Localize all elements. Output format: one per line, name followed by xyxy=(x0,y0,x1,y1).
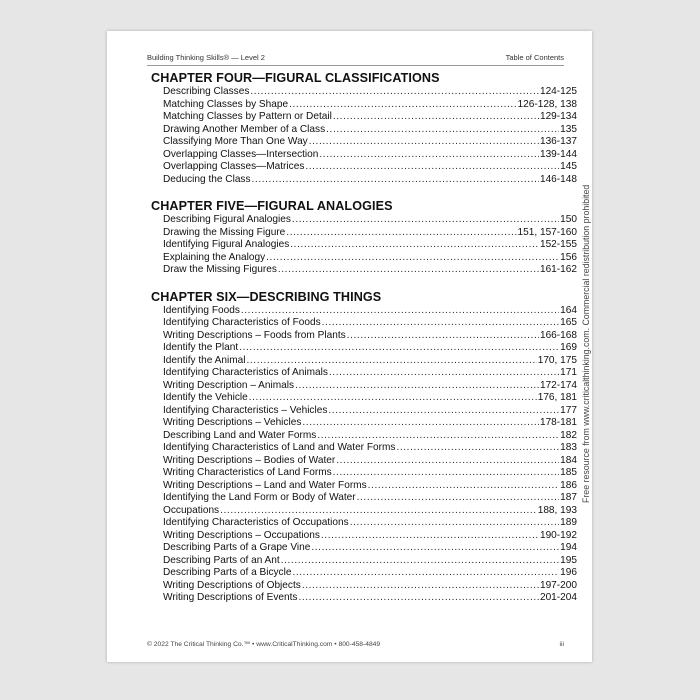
dot-leader xyxy=(328,405,559,418)
dot-leader xyxy=(326,124,559,137)
chapter-entry-list xyxy=(151,86,577,186)
dot-leader xyxy=(336,455,559,468)
toc-entry-pages: 177 xyxy=(560,404,577,416)
toc-entry xyxy=(163,455,577,468)
toc-entry xyxy=(163,355,577,368)
toc-entry-pages: 189 xyxy=(560,517,577,528)
toc-entry xyxy=(163,367,577,380)
chapter-section xyxy=(151,71,577,186)
dot-leader xyxy=(309,136,539,149)
toc-entry-pages: 201-204 xyxy=(539,592,577,603)
dot-leader xyxy=(281,555,559,568)
side-watermark-text: Free resource from www.criticalthinking.com. Commercial redistribution prohibited xyxy=(581,184,591,503)
toc-entry xyxy=(163,380,577,393)
toc-entry xyxy=(163,392,577,405)
toc-entry xyxy=(163,342,577,355)
toc-entry-pages: 183 xyxy=(560,442,577,453)
toc-entry-title: Identifying the Land Form or Body of Water xyxy=(163,492,356,503)
chapter-title: CHAPTER SIX—DESCRIBING THINGS xyxy=(151,289,382,304)
toc-entry xyxy=(163,430,577,443)
chapter-entry-list xyxy=(151,305,577,605)
toc-entry xyxy=(163,442,577,455)
toc-entry-title: Writing Descriptions – Occupations xyxy=(163,529,320,541)
dot-leader xyxy=(278,264,539,277)
toc-entry-pages: 171 xyxy=(560,367,577,378)
toc-entry-title: Describing Parts of an Ant xyxy=(163,554,280,566)
toc-entry-pages: 176, 181 xyxy=(537,392,577,403)
toc-entry xyxy=(163,161,577,174)
toc-entry xyxy=(163,567,577,580)
dot-leader xyxy=(290,239,539,252)
dot-leader xyxy=(252,174,539,187)
dot-leader xyxy=(347,330,539,343)
toc-entry-pages: 146-148 xyxy=(539,173,577,185)
toc-entry xyxy=(163,330,577,343)
toc-entry xyxy=(163,492,577,505)
page-number: iii xyxy=(559,641,564,648)
toc-entry-title: Identifying Figural Analogies xyxy=(163,239,290,250)
toc-entry-title: Occupations xyxy=(163,504,220,516)
toc-entry-title: Classifying More Than One Way xyxy=(163,136,308,147)
toc-entry-pages: 161-162 xyxy=(539,264,577,275)
toc-entry-pages: 145 xyxy=(560,161,577,172)
toc-entry-pages: 195 xyxy=(560,554,577,566)
toc-entry-pages: 164 xyxy=(560,304,577,316)
dot-leader xyxy=(239,342,559,355)
toc-entry-pages: 129-134 xyxy=(539,111,577,122)
dot-leader xyxy=(396,442,559,455)
table-of-contents xyxy=(151,71,577,618)
toc-entry xyxy=(163,542,577,555)
toc-entry xyxy=(163,517,577,530)
toc-entry-title: Identifying Characteristics of Land and Water Forms xyxy=(163,442,396,453)
dot-leader xyxy=(302,417,539,430)
toc-entry-pages: 135 xyxy=(560,123,577,135)
toc-entry-title: Explaining the Analogy xyxy=(163,251,266,263)
chapter-section xyxy=(151,290,577,605)
toc-entry-pages: 190-192 xyxy=(539,529,577,541)
toc-entry-title: Identify the Animal xyxy=(163,354,246,366)
toc-entry-title: Writing Descriptions – Land and Water Forms xyxy=(163,479,367,491)
dot-leader xyxy=(368,480,560,493)
toc-entry xyxy=(163,592,577,605)
toc-entry-title: Identifying Characteristics – Vehicles xyxy=(163,404,328,416)
toc-entry-title: Writing Descriptions – Foods from Plants xyxy=(163,329,346,341)
toc-entry xyxy=(163,317,577,330)
toc-entry-pages: 178-181 xyxy=(539,417,577,428)
chapter-title: CHAPTER FOUR—FIGURAL CLASSIFICATIONS xyxy=(151,71,440,85)
chapter-entry-list xyxy=(151,214,577,277)
toc-entry xyxy=(163,530,577,543)
toc-entry-title: Overlapping Classes—Matrices xyxy=(163,161,305,172)
toc-entry xyxy=(163,124,577,137)
toc-entry-pages: 139-144 xyxy=(539,148,577,160)
toc-entry-pages: 126-128, 138 xyxy=(517,98,577,110)
toc-entry-title: Identify the Plant xyxy=(163,342,239,353)
toc-entry-title: Writing Descriptions – Bodies of Water xyxy=(163,454,336,466)
toc-entry xyxy=(163,136,577,149)
toc-entry-title: Writing Characteristics of Land Forms xyxy=(163,467,332,478)
toc-entry-pages: 186 xyxy=(560,479,577,491)
toc-entry-pages: 185 xyxy=(560,467,577,478)
toc-entry-title: Writing Descriptions of Events xyxy=(163,592,298,603)
toc-entry xyxy=(163,214,577,227)
chapter-title: CHAPTER FIVE—FIGURAL ANALOGIES xyxy=(151,199,393,213)
toc-entry-pages: 196 xyxy=(560,567,577,578)
dot-leader xyxy=(292,567,559,580)
dot-leader xyxy=(249,392,537,405)
toc-entry-pages: 184 xyxy=(560,454,577,466)
header-divider xyxy=(147,65,564,66)
toc-entry-title: Overlapping Classes—Intersection xyxy=(163,148,319,160)
dot-leader xyxy=(317,430,559,443)
toc-entry xyxy=(163,149,577,162)
toc-entry xyxy=(163,480,577,493)
toc-entry-title: Identifying Characteristics of Occupations xyxy=(163,517,349,528)
toc-entry-title: Deducing the Class xyxy=(163,173,251,185)
toc-entry xyxy=(163,174,577,187)
dot-leader xyxy=(321,530,539,543)
toc-entry-pages: 187 xyxy=(560,492,577,503)
toc-entry xyxy=(163,467,577,480)
dot-leader xyxy=(333,111,539,124)
dot-leader xyxy=(220,505,537,518)
toc-entry xyxy=(163,227,577,240)
toc-entry-pages: 197-200 xyxy=(539,579,577,591)
toc-entry-title: Identifying Characteristics of Animals xyxy=(163,367,328,378)
dot-leader xyxy=(333,467,560,480)
dot-leader xyxy=(319,149,539,162)
toc-entry xyxy=(163,505,577,518)
toc-entry xyxy=(163,239,577,252)
toc-entry-title: Matching Classes by Pattern or Detail xyxy=(163,111,332,122)
toc-entry-title: Drawing the Missing Figure xyxy=(163,226,286,238)
toc-entry-pages: 188, 193 xyxy=(537,504,577,516)
toc-entry-pages: 182 xyxy=(560,429,577,441)
dot-leader xyxy=(246,355,536,368)
toc-entry-title: Describing Parts of a Bicycle xyxy=(163,567,292,578)
toc-entry-title: Identify the Vehicle xyxy=(163,392,248,403)
toc-entry-pages: 166-168 xyxy=(539,329,577,341)
dot-leader xyxy=(302,580,539,593)
toc-entry xyxy=(163,405,577,418)
toc-entry-pages: 156 xyxy=(560,251,577,263)
toc-entry-title: Drawing Another Member of a Class xyxy=(163,123,326,135)
toc-entry-title: Describing Classes xyxy=(163,86,250,97)
toc-entry-pages: 152-155 xyxy=(539,239,577,250)
toc-entry-title: Describing Parts of a Grape Vine xyxy=(163,542,311,553)
footer-copyright: © 2022 The Critical Thinking Co.™ • www.CriticalThinking.com • 800-458-4849 xyxy=(147,641,381,648)
dot-leader xyxy=(286,227,516,240)
dot-leader xyxy=(292,214,559,227)
toc-entry xyxy=(163,252,577,265)
dot-leader xyxy=(329,367,559,380)
toc-entry-pages: 165 xyxy=(560,317,577,328)
document-page xyxy=(107,31,592,662)
toc-entry xyxy=(163,580,577,593)
toc-entry-pages: 169 xyxy=(560,342,577,353)
toc-entry xyxy=(163,264,577,277)
side-watermark xyxy=(578,175,592,503)
toc-entry-pages: 151, 157-160 xyxy=(517,226,577,238)
chapter-section xyxy=(151,199,577,277)
toc-entry-title: Describing Land and Water Forms xyxy=(163,429,317,441)
dot-leader xyxy=(305,161,559,174)
toc-entry-title: Writing Description – Animals xyxy=(163,379,295,391)
toc-entry-title: Writing Descriptions – Vehicles xyxy=(163,417,302,428)
dot-leader xyxy=(357,492,560,505)
toc-entry-title: Matching Classes by Shape xyxy=(163,98,289,110)
toc-entry-pages: 136-137 xyxy=(539,136,577,147)
toc-entry xyxy=(163,555,577,568)
dot-leader xyxy=(350,517,559,530)
dot-leader xyxy=(241,305,559,318)
running-header-section: Table of Contents xyxy=(505,53,564,62)
toc-entry-title: Identifying Characteristics of Foods xyxy=(163,317,321,328)
toc-entry-title: Describing Figural Analogies xyxy=(163,214,291,225)
dot-leader xyxy=(298,592,539,605)
dot-leader xyxy=(311,542,559,555)
dot-leader xyxy=(250,86,539,99)
toc-entry-pages: 150 xyxy=(560,214,577,225)
toc-entry-pages: 170, 175 xyxy=(537,354,577,366)
dot-leader xyxy=(289,99,516,112)
toc-entry xyxy=(163,111,577,124)
dot-leader xyxy=(322,317,560,330)
toc-entry-title: Writing Descriptions of Objects xyxy=(163,579,301,591)
toc-entry xyxy=(163,99,577,112)
toc-entry xyxy=(163,305,577,318)
toc-entry-title: Identifying Foods xyxy=(163,304,240,316)
toc-entry-pages: 194 xyxy=(560,542,577,553)
dot-leader xyxy=(295,380,539,393)
toc-entry-title: Draw the Missing Figures xyxy=(163,264,277,275)
toc-entry-pages: 172-174 xyxy=(539,379,577,391)
toc-entry-pages: 124-125 xyxy=(539,86,577,97)
running-header-title: Building Thinking Skills® — Level 2 xyxy=(147,53,265,62)
toc-entry xyxy=(163,86,577,99)
dot-leader xyxy=(266,252,559,265)
toc-entry xyxy=(163,417,577,430)
